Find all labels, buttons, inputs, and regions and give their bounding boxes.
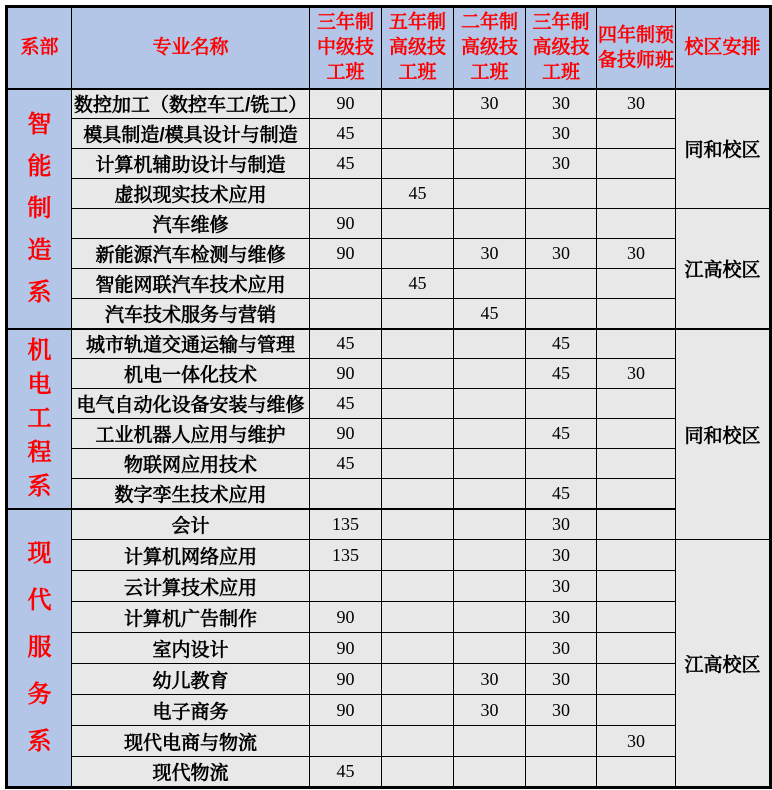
enrollment-value-cell — [382, 695, 454, 726]
enrollment-value-cell — [526, 209, 597, 239]
enrollment-value-cell — [382, 602, 454, 633]
department-cell — [7, 509, 72, 788]
enrollment-value-cell: 45 — [310, 757, 382, 788]
column-header-3yr-advanced: 三年制高级技工班 — [526, 7, 597, 89]
major-name-cell: 新能源汽车检测与维修 — [72, 239, 310, 269]
enrollment-value-cell: 30 — [597, 359, 676, 389]
major-name-cell: 模具制造/模具设计与制造 — [72, 119, 310, 149]
enrollment-value-cell: 45 — [382, 179, 454, 209]
enrollment-value-cell: 30 — [526, 89, 597, 119]
table-row — [7, 179, 771, 209]
enrollment-value-cell — [310, 479, 382, 509]
enrollment-value-cell — [526, 299, 597, 329]
enrollment-value-cell: 45 — [382, 269, 454, 299]
enrollment-value-cell: 90 — [310, 633, 382, 664]
major-name-cell: 物联网应用技术 — [72, 449, 310, 479]
enrollment-value-cell — [454, 419, 526, 449]
enrollment-value-cell — [526, 179, 597, 209]
enrollment-value-cell — [382, 299, 454, 329]
department-label: 现代服务系 — [27, 540, 52, 756]
enrollment-value-cell — [382, 633, 454, 664]
table-row — [7, 209, 771, 239]
enrollment-value-cell — [382, 209, 454, 239]
enrollment-value-cell — [454, 757, 526, 788]
enrollment-value-cell — [382, 359, 454, 389]
major-name-cell: 计算机广告制作 — [72, 602, 310, 633]
enrollment-value-cell — [382, 389, 454, 419]
enrollment-value-cell — [526, 449, 597, 479]
enrollment-value-cell: 30 — [454, 239, 526, 269]
column-header-department: 系部 — [7, 7, 72, 89]
enrollment-value-cell: 30 — [526, 602, 597, 633]
table-row — [7, 571, 771, 602]
enrollment-value-cell: 30 — [454, 89, 526, 119]
table-row — [7, 509, 771, 540]
enrollment-value-cell: 30 — [526, 633, 597, 664]
department-cell — [7, 89, 72, 329]
enrollment-value-cell — [526, 757, 597, 788]
table-row — [7, 329, 771, 359]
enrollment-value-cell — [382, 419, 454, 449]
enrollment-value-cell: 135 — [310, 540, 382, 571]
column-header-3yr-intermediate: 三年制中级技工班 — [310, 7, 382, 89]
enrollment-value-cell — [597, 479, 676, 509]
enrollment-value-cell — [454, 389, 526, 419]
enrollment-value-cell: 45 — [526, 419, 597, 449]
enrollment-value-cell — [597, 209, 676, 239]
enrollment-value-cell: 30 — [526, 149, 597, 179]
table-row — [7, 119, 771, 149]
enrollment-value-cell — [382, 757, 454, 788]
enrollment-value-cell — [454, 149, 526, 179]
enrollment-value-cell — [597, 329, 676, 359]
column-header-2yr-advanced: 二年制高级技工班 — [454, 7, 526, 89]
enrollment-value-cell — [454, 571, 526, 602]
enrollment-value-cell: 45 — [310, 119, 382, 149]
enrollment-value-cell — [310, 299, 382, 329]
enrollment-value-cell — [454, 329, 526, 359]
enrollment-value-cell — [382, 329, 454, 359]
enrollment-value-cell — [382, 119, 454, 149]
table-row — [7, 757, 771, 788]
department-label: 智能制造系 — [27, 110, 52, 306]
enrollment-value-cell — [597, 571, 676, 602]
campus-cell: 同和校区 — [676, 329, 771, 540]
major-name-cell: 虚拟现实技术应用 — [72, 179, 310, 209]
enrollment-value-cell — [382, 664, 454, 695]
enrollment-value-cell — [454, 479, 526, 509]
enrollment-value-cell — [597, 602, 676, 633]
enrollment-value-cell — [597, 664, 676, 695]
major-name-cell: 工业机器人应用与维护 — [72, 419, 310, 449]
enrollment-value-cell — [454, 509, 526, 540]
table-row — [7, 389, 771, 419]
enrollment-value-cell: 45 — [526, 359, 597, 389]
enrollment-value-cell — [526, 389, 597, 419]
enrollment-value-cell: 45 — [526, 329, 597, 359]
enrollment-value-cell: 30 — [526, 119, 597, 149]
enrollment-value-cell: 90 — [310, 89, 382, 119]
table-row — [7, 479, 771, 509]
enrollment-value-cell — [310, 571, 382, 602]
enrollment-value-cell — [597, 419, 676, 449]
enrollment-value-cell — [454, 449, 526, 479]
table-row — [7, 540, 771, 571]
campus-cell: 江高校区 — [676, 209, 771, 329]
table-row — [7, 149, 771, 179]
enrollment-value-cell: 30 — [597, 89, 676, 119]
major-name-cell: 幼儿教育 — [72, 664, 310, 695]
table-row — [7, 449, 771, 479]
enrollment-value-cell: 90 — [310, 419, 382, 449]
enrollment-value-cell — [597, 179, 676, 209]
table-row — [7, 89, 771, 119]
enrollment-value-cell: 30 — [597, 239, 676, 269]
enrollment-value-cell — [597, 389, 676, 419]
enrollment-value-cell — [597, 695, 676, 726]
header-row — [7, 7, 771, 89]
enrollment-value-cell — [454, 540, 526, 571]
enrollment-value-cell — [526, 269, 597, 299]
enrollment-value-cell — [454, 119, 526, 149]
table-row — [7, 359, 771, 389]
table-row — [7, 269, 771, 299]
major-name-cell: 机电一体化技术 — [72, 359, 310, 389]
enrollment-value-cell — [597, 149, 676, 179]
enrollment-value-cell — [526, 726, 597, 757]
column-header-5yr-advanced: 五年制高级技工班 — [382, 7, 454, 89]
enrollment-value-cell — [454, 602, 526, 633]
enrollment-value-cell — [597, 449, 676, 479]
major-name-cell: 云计算技术应用 — [72, 571, 310, 602]
enrollment-value-cell — [382, 479, 454, 509]
enrollment-value-cell — [597, 119, 676, 149]
major-name-cell: 计算机辅助设计与制造 — [72, 149, 310, 179]
enrollment-value-cell — [310, 726, 382, 757]
table-row — [7, 633, 771, 664]
major-name-cell: 会计 — [72, 509, 310, 540]
major-name-cell: 电子商务 — [72, 695, 310, 726]
major-name-cell: 汽车维修 — [72, 209, 310, 239]
column-header-major: 专业名称 — [72, 7, 310, 89]
major-name-cell: 计算机网络应用 — [72, 540, 310, 571]
enrollment-value-cell: 30 — [526, 571, 597, 602]
table-row — [7, 664, 771, 695]
enrollment-value-cell — [310, 269, 382, 299]
major-name-cell: 现代电商与物流 — [72, 726, 310, 757]
enrollment-value-cell: 135 — [310, 509, 382, 540]
enrollment-value-cell — [382, 239, 454, 269]
department-cell — [7, 329, 72, 509]
enrollment-value-cell — [382, 571, 454, 602]
enrollment-value-cell: 45 — [454, 299, 526, 329]
enrollment-value-cell: 90 — [310, 209, 382, 239]
enrollment-value-cell — [310, 179, 382, 209]
enrollment-value-cell: 45 — [310, 449, 382, 479]
campus-cell: 同和校区 — [676, 89, 771, 209]
enrollment-value-cell: 90 — [310, 239, 382, 269]
table-row — [7, 602, 771, 633]
major-name-cell: 数字孪生技术应用 — [72, 479, 310, 509]
major-name-cell: 汽车技术服务与营销 — [72, 299, 310, 329]
table-row — [7, 419, 771, 449]
enrollment-value-cell — [454, 209, 526, 239]
enrollment-value-cell — [597, 633, 676, 664]
enrollment-value-cell: 45 — [310, 149, 382, 179]
enrollment-value-cell — [454, 359, 526, 389]
column-header-4yr-pretechnician: 四年制预备技师班 — [597, 7, 676, 89]
enrollment-value-cell — [597, 269, 676, 299]
major-name-cell: 智能网联汽车技术应用 — [72, 269, 310, 299]
major-name-cell: 数控加工（数控车工/铣工） — [72, 89, 310, 119]
enrollment-value-cell: 30 — [526, 540, 597, 571]
enrollment-value-cell — [382, 149, 454, 179]
table-row — [7, 299, 771, 329]
enrollment-value-cell — [382, 726, 454, 757]
major-name-cell: 城市轨道交通运输与管理 — [72, 329, 310, 359]
enrollment-value-cell: 30 — [597, 726, 676, 757]
enrollment-value-cell: 30 — [526, 239, 597, 269]
enrollment-value-cell — [454, 269, 526, 299]
enrollment-value-cell: 90 — [310, 695, 382, 726]
enrollment-value-cell: 30 — [526, 664, 597, 695]
table-row — [7, 726, 771, 757]
department-label: 机电工程系 — [27, 336, 52, 500]
enrollment-value-cell — [597, 299, 676, 329]
major-name-cell: 室内设计 — [72, 633, 310, 664]
enrollment-value-cell — [454, 179, 526, 209]
enrollment-value-cell — [597, 757, 676, 788]
enrollment-value-cell: 45 — [310, 389, 382, 419]
enrollment-value-cell — [454, 726, 526, 757]
enrollment-value-cell: 45 — [526, 479, 597, 509]
enrollment-value-cell: 90 — [310, 602, 382, 633]
enrollment-value-cell — [382, 449, 454, 479]
enrollment-value-cell — [382, 89, 454, 119]
enrollment-value-cell: 90 — [310, 359, 382, 389]
table-row — [7, 695, 771, 726]
major-name-cell: 电气自动化设备安装与维修 — [72, 389, 310, 419]
enrollment-value-cell — [597, 509, 676, 540]
enrollment-value-cell — [382, 540, 454, 571]
enrollment-value-cell — [382, 509, 454, 540]
table-row — [7, 239, 771, 269]
column-header-campus: 校区安排 — [676, 7, 771, 89]
enrollment-value-cell: 30 — [526, 509, 597, 540]
major-name-cell: 现代物流 — [72, 757, 310, 788]
enrollment-value-cell: 30 — [454, 695, 526, 726]
enrollment-value-cell: 45 — [310, 329, 382, 359]
enrollment-value-cell: 30 — [526, 695, 597, 726]
enrollment-value-cell: 30 — [454, 664, 526, 695]
campus-cell: 江高校区 — [676, 540, 771, 788]
enrollment-value-cell: 90 — [310, 664, 382, 695]
enrollment-value-cell — [597, 540, 676, 571]
enrollment-value-cell — [454, 633, 526, 664]
enrollment-plan-table — [5, 5, 772, 789]
